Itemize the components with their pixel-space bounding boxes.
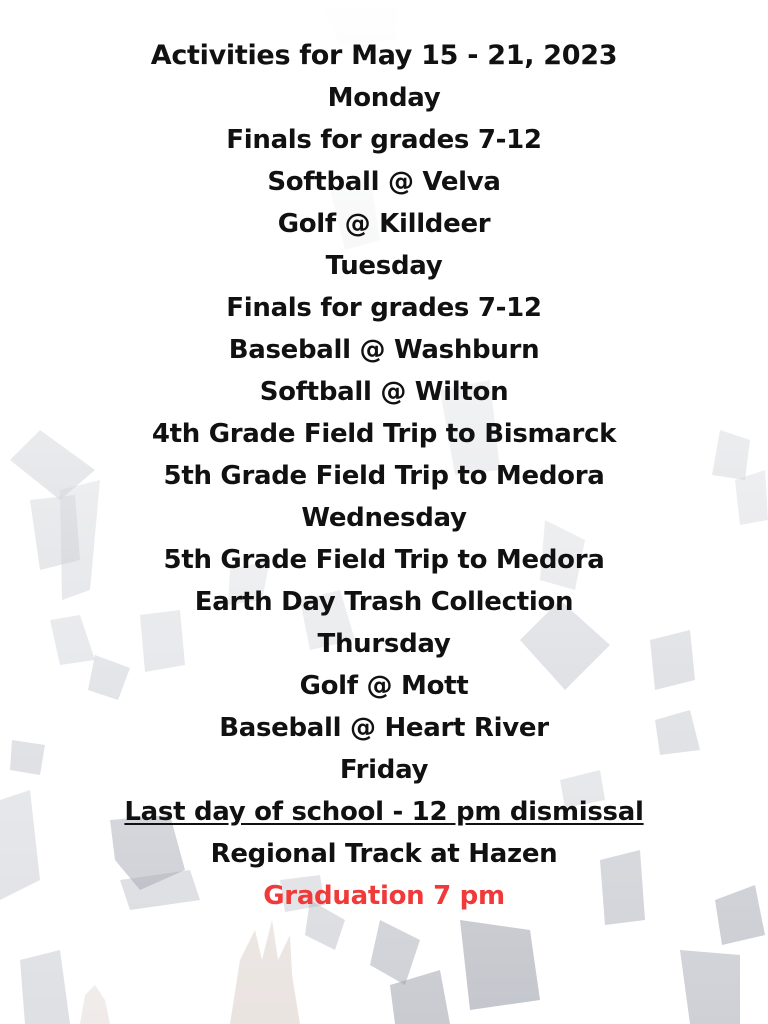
day-heading-wednesday: Wednesday — [301, 503, 467, 533]
day-heading-thursday: Thursday — [317, 629, 451, 659]
activity-item: 5th Grade Field Trip to Medora — [163, 545, 605, 575]
last-day-notice: Last day of school - 12 pm dismissal — [124, 797, 644, 827]
graduation-notice: Graduation 7 pm — [263, 881, 505, 911]
activity-item: Baseball @ Heart River — [219, 713, 549, 743]
activity-item: 5th Grade Field Trip to Medora — [163, 461, 605, 491]
activity-item: Finals for grades 7-12 — [226, 125, 542, 155]
activity-item: Golf @ Killdeer — [277, 209, 491, 239]
activity-item: Golf @ Mott — [299, 671, 469, 701]
activity-item: Softball @ Wilton — [259, 377, 509, 407]
day-heading-tuesday: Tuesday — [325, 251, 443, 281]
activity-item: Baseball @ Washburn — [228, 335, 540, 365]
activity-item: 4th Grade Field Trip to Bismarck — [151, 419, 617, 449]
activity-item: Regional Track at Hazen — [210, 839, 558, 869]
day-heading-friday: Friday — [339, 755, 429, 785]
activity-item: Finals for grades 7-12 — [226, 293, 542, 323]
page-title: Activities for May 15 - 21, 2023 — [150, 40, 618, 71]
activity-item: Softball @ Velva — [267, 167, 501, 197]
activities-list — [0, 35, 768, 917]
activity-item: Earth Day Trash Collection — [194, 587, 574, 617]
day-heading-monday: Monday — [327, 83, 441, 113]
